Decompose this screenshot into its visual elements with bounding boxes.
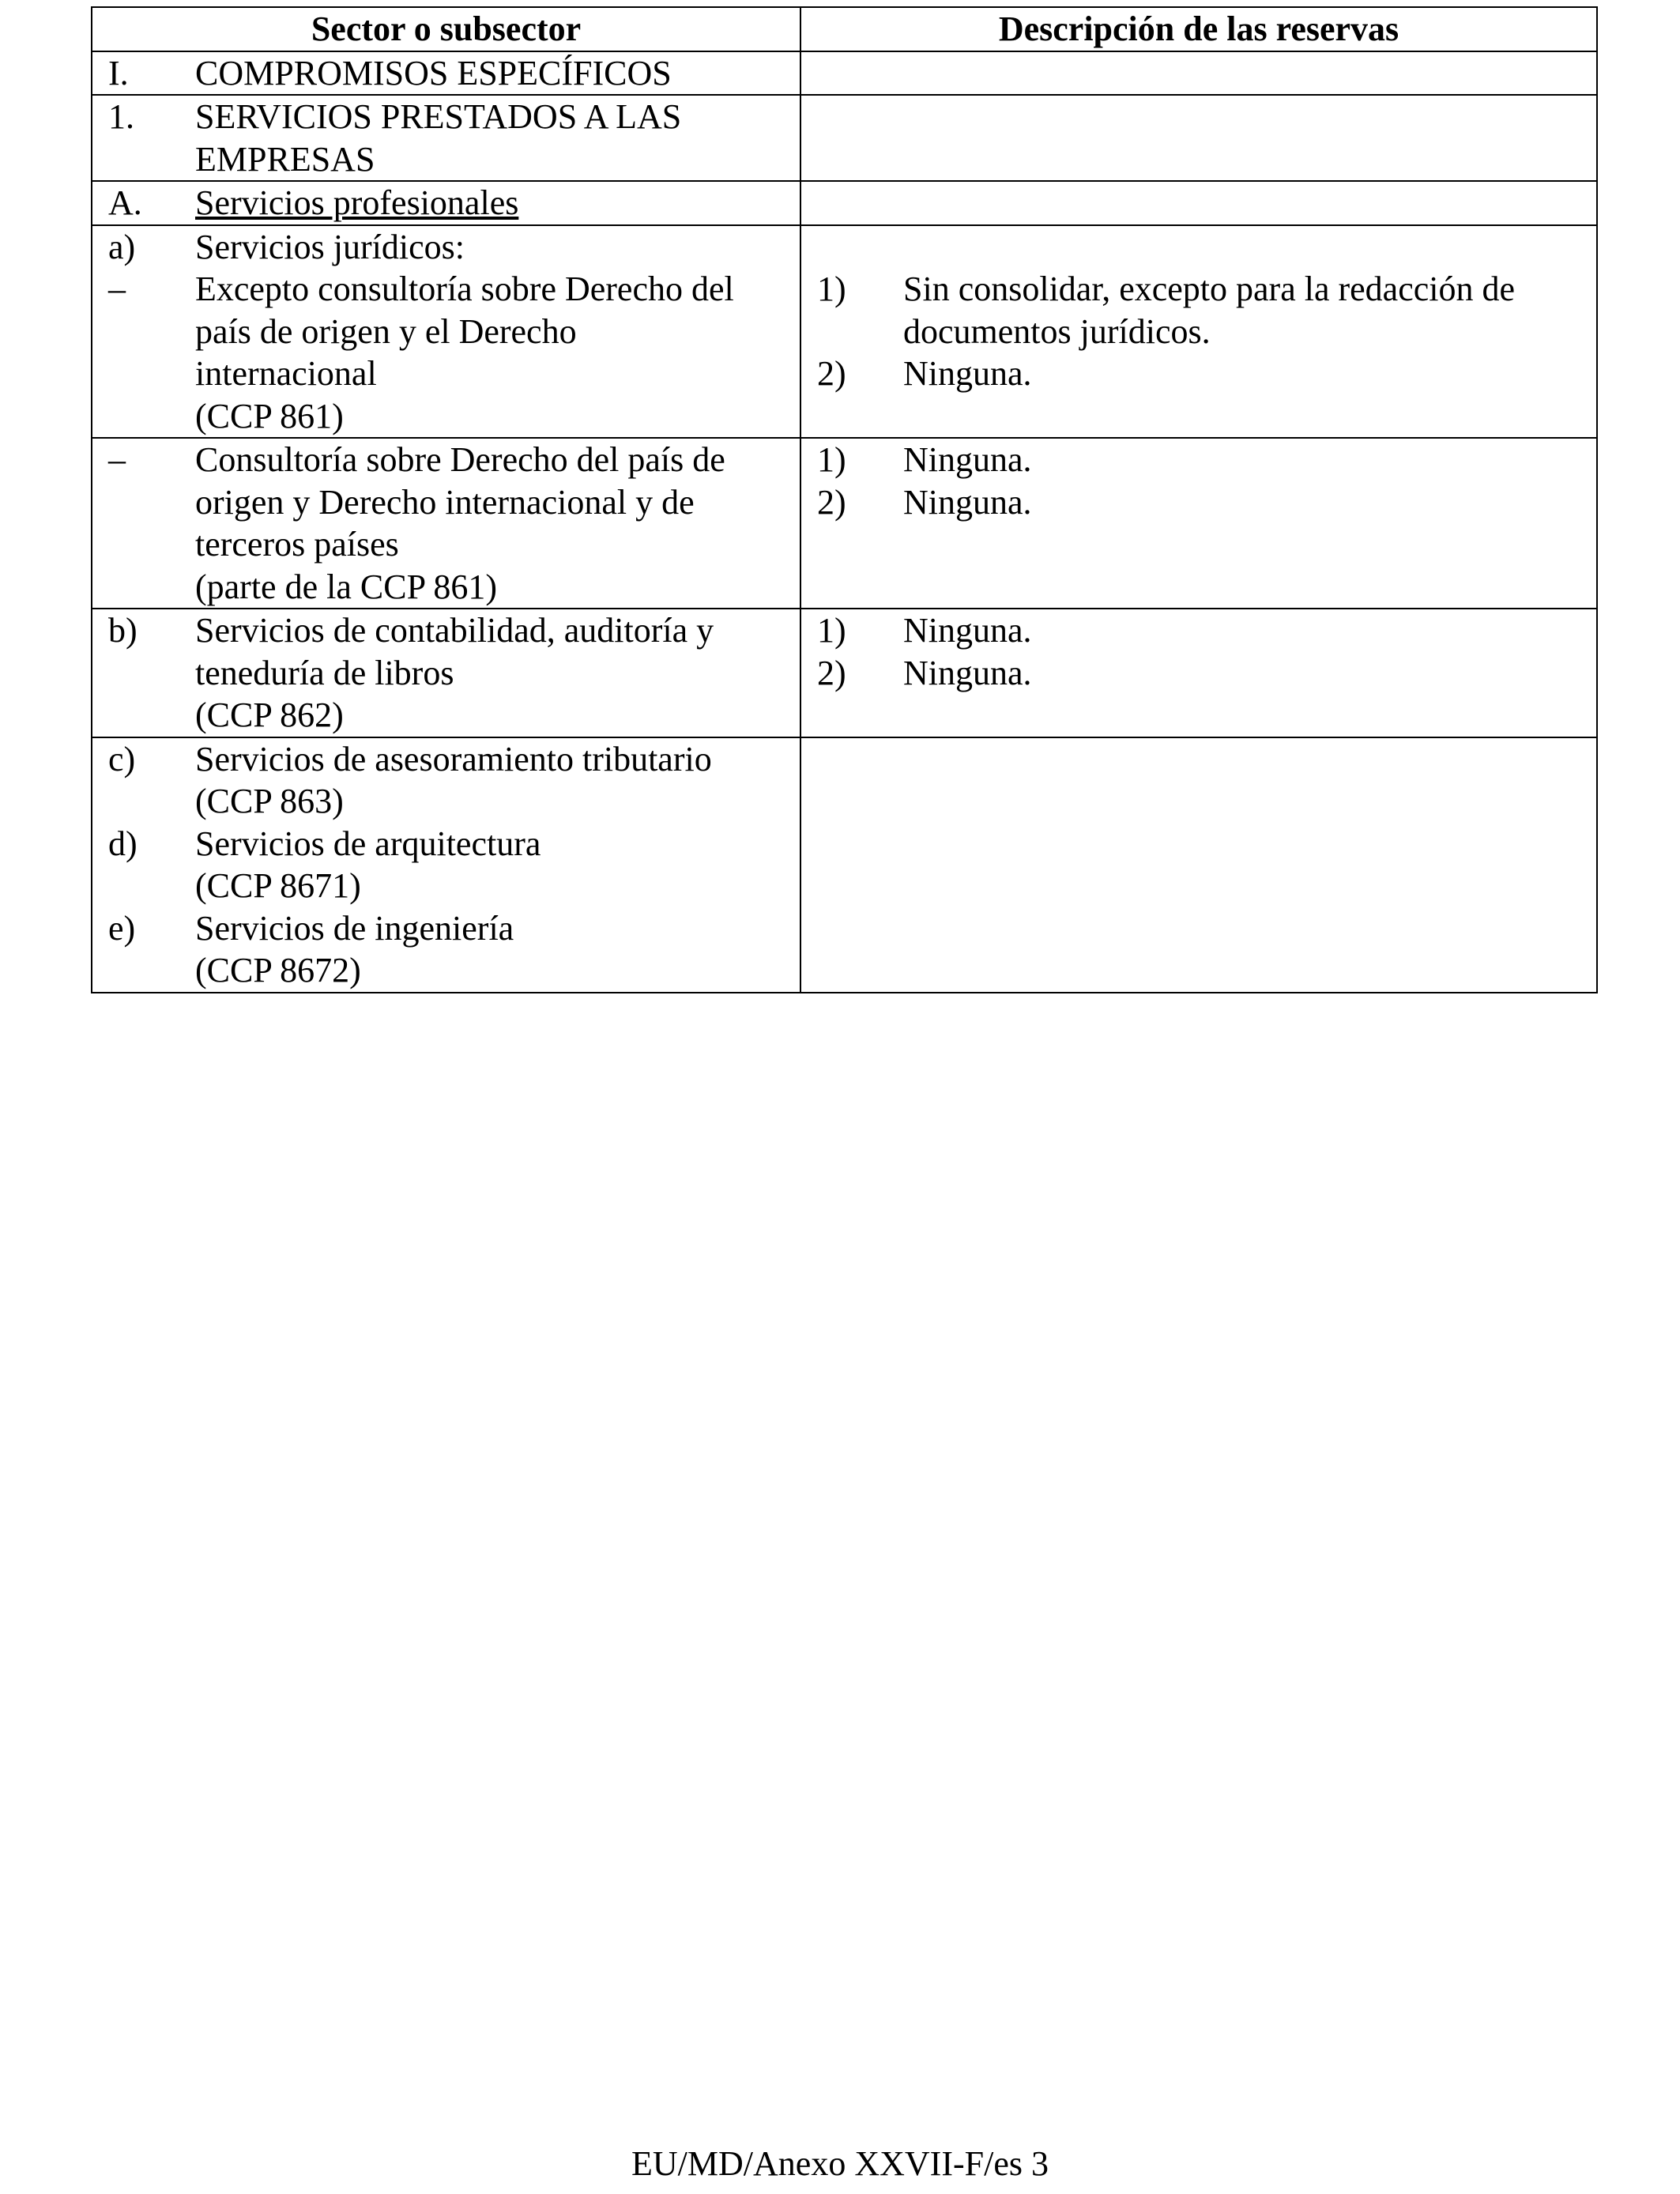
underlined-text: Servicios profesionales: [195, 183, 519, 222]
item-text: Ninguna.: [903, 440, 1032, 479]
item-label: 2): [817, 482, 846, 522]
sector-cell: [92, 438, 800, 609]
item-label: [92, 311, 195, 353]
sector-cell-line: [92, 694, 800, 737]
sector-cell-line: [92, 138, 800, 181]
sector-cell-line: [92, 738, 800, 781]
item-text: internacional: [195, 354, 377, 393]
table-row: [92, 737, 1597, 993]
item-label: A.: [108, 183, 142, 222]
item-label: [92, 481, 195, 524]
item-label: b): [108, 611, 137, 650]
sector-cell: [92, 95, 800, 181]
item-text: (CCP 8672): [195, 951, 361, 990]
reservas-cell-line: [801, 311, 1596, 353]
table-body: [92, 51, 1597, 993]
item-label: e): [108, 908, 136, 948]
reservas-cell: [800, 181, 1597, 225]
item-label: 1.: [108, 97, 134, 136]
reservas-cell-line: [801, 439, 1596, 481]
reservas-cell: [800, 95, 1597, 181]
item-text: [195, 182, 800, 224]
item-label: [92, 395, 195, 438]
item-text: SERVICIOS PRESTADOS A LAS: [195, 97, 682, 136]
item-label: [92, 694, 195, 737]
table-header-row: [92, 7, 1597, 51]
reservas-cell-line: [801, 268, 1596, 311]
item-text: (CCP 862): [195, 696, 344, 734]
sector-cell-line: [92, 226, 800, 269]
header-reservas: Descripción de las reservas: [800, 7, 1597, 51]
item-text: COMPROMISOS ESPECÍFICOS: [195, 53, 672, 92]
sector-cell-line: [92, 439, 800, 481]
sector-cell-line: [92, 352, 800, 395]
sector-cell-line: [92, 652, 800, 695]
table-row: [92, 609, 1597, 737]
item-label: I.: [108, 53, 129, 92]
item-text: Ninguna.: [903, 354, 1032, 393]
item-label: [801, 311, 903, 353]
item-text: documentos jurídicos.: [903, 311, 1211, 351]
item-label: [92, 138, 195, 181]
item-label: d): [108, 824, 137, 863]
item-label: –: [108, 440, 126, 479]
sector-cell: [92, 51, 800, 96]
item-text: Sin consolidar, excepto para la redacción de: [903, 270, 1516, 308]
item-label: [92, 652, 195, 695]
sector-cell-line: [92, 311, 800, 353]
sector-cell-line: [92, 907, 800, 950]
item-text: terceros países: [195, 525, 399, 564]
item-text: teneduría de libros: [195, 653, 454, 692]
item-text: Servicios de ingeniería: [195, 908, 514, 948]
sector-cell: [92, 225, 800, 439]
reservas-cell: [800, 51, 1597, 96]
page-footer: EU/MD/Anexo XXVII-F/es 3: [631, 2144, 1049, 2183]
sector-cell-line: [92, 949, 800, 992]
item-text: (CCP 861): [195, 396, 344, 435]
item-text: Servicios de asesoramiento tributario: [195, 739, 712, 778]
sector-cell-line: [92, 268, 800, 311]
reservations-table: [91, 6, 1598, 993]
item-text: EMPRESAS: [195, 139, 375, 179]
item-text: (CCP 863): [195, 782, 344, 820]
item-text: Servicios de contabilidad, auditoría y: [195, 611, 714, 650]
item-label: 1): [817, 611, 846, 650]
sector-cell-line: [92, 182, 800, 224]
item-text: (CCP 8671): [195, 866, 361, 905]
table-row: [92, 51, 1597, 96]
header-sector: Sector o subsector: [92, 7, 800, 51]
sector-cell-line: [92, 96, 800, 138]
table-row: [92, 438, 1597, 609]
reservas-cell-line: [801, 352, 1596, 395]
item-label: [92, 865, 195, 907]
sector-cell-line: [92, 52, 800, 95]
sector-cell-line: [92, 780, 800, 823]
item-text: origen y Derecho internacional y de: [195, 482, 695, 522]
item-label: c): [108, 739, 136, 778]
item-label: 1): [817, 270, 846, 308]
table-row: [92, 181, 1597, 225]
sector-cell: [92, 609, 800, 737]
reservas-cell-line: [801, 609, 1596, 652]
sector-cell-line: [92, 566, 800, 609]
item-text: Consultoría sobre Derecho del país de: [195, 440, 725, 479]
item-text: Servicios de arquitectura: [195, 824, 541, 863]
item-label: [92, 523, 195, 566]
sector-cell-line: [92, 865, 800, 907]
item-label: [92, 949, 195, 992]
sector-cell-line: [92, 395, 800, 438]
sector-cell: [92, 181, 800, 225]
sector-cell-line: [92, 523, 800, 566]
reservas-cell: [800, 225, 1597, 439]
table-row: [92, 95, 1597, 181]
reservas-cell: [800, 438, 1597, 609]
item-text: Ninguna.: [903, 482, 1032, 522]
item-text: Servicios jurídicos:: [195, 227, 465, 266]
table-row: [92, 225, 1597, 439]
sector-cell-line: [92, 609, 800, 652]
sector-cell-line: [92, 823, 800, 865]
item-text: Ninguna.: [903, 653, 1032, 692]
reservas-cell: [800, 737, 1597, 993]
item-text: país de origen y el Derecho: [195, 311, 577, 351]
sector-cell: [92, 737, 800, 993]
reservas-cell-line: [801, 226, 1596, 269]
item-label: 2): [817, 653, 846, 692]
item-label: [92, 352, 195, 395]
item-label: [92, 780, 195, 823]
item-label: [92, 566, 195, 609]
item-label: –: [108, 270, 126, 308]
reservas-cell-line: [801, 481, 1596, 524]
item-label: 1): [817, 440, 846, 479]
item-text: Ninguna.: [903, 611, 1032, 650]
item-text: (parte de la CCP 861): [195, 567, 498, 606]
item-label: a): [108, 227, 136, 266]
reservas-cell-line: [801, 652, 1596, 695]
item-text: Excepto consultoría sobre Derecho del: [195, 270, 734, 308]
reservas-cell: [800, 609, 1597, 737]
item-label: 2): [817, 354, 846, 393]
sector-cell-line: [92, 481, 800, 524]
